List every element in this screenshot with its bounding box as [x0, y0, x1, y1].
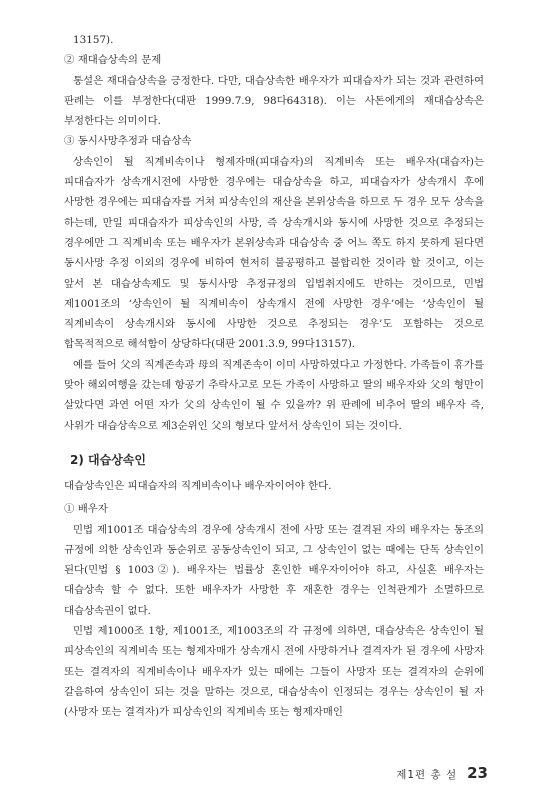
spouse-paragraph-2: 민법 제1000조 1항, 제1001조, 제1003조의 각 규정에 의하면, 대습상속은 상속인이 될 피상속인의 직계비속 또는 형제자매가 상속개시 전에 사망하거나 결격자가 된 경우에 사망자 또는 결격자의 직계비속이나 배우자가 있는 때에는 그들이 사망자 또는 결격자의 순위에 갈음하여 상속인이 되는 것을 말하는 것으로, 대습상속이 인정되는 경우는 상속인이 될 자(사망자 또는 결격자)가 피상속인의 직계비속 또는 형제자매인: [64, 625, 484, 719]
subsection-heading-3: ③ 동시사망추정과 대습상속: [64, 135, 192, 148]
page-footer: [396, 764, 488, 782]
subsection-3-paragraph-2: 예를 들어 父의 직계존속과 母의 직계존속이 이미 사망하였다고 가정한다. 가족들이 휴가를 맞아 해외여행을 갔는데 항공기 추락사고로 모든 가족이 사망하고 딸의 배우자와 父의 형만이 살았다면 과연 어떤 자가 父의 상속인이 될 수 있을까? 위 판례에 비추어 딸의 배우자 즉, 사위가 대습상속으로 제3순위인 父의 형보다 앞서서 상속인이 되는 것이다.: [64, 358, 484, 432]
subsection-text-2: 통설은 재대습상속을 긍정한다. 다만, 대습상속한 배우자가 피대습자가 되는 것과 관련하여 판례는 이를 부정한다(대판 1999.7.9, 98다64318). 이는 사돈에게의 재대습상속은 부정한다는 의미이다.: [64, 74, 484, 128]
page-number: 23: [467, 764, 488, 782]
continuation-text: 13157).: [73, 34, 114, 46]
subsection-heading-2: ② 재대습상속의 문제: [64, 54, 162, 67]
footer-label: 제1편 총 설: [396, 769, 458, 781]
section-heading: 2) 대습상속인: [70, 452, 146, 467]
spouse-paragraph-1: 민법 제1001조 대습상속의 경우에 상속개시 전에 사망 또는 결격된 자의 배우자는 동조의 규정에 의한 상속인과 동순위로 공동상속인이 되고, 그 상속인이 없는 때에는 단독 상속인이 된다(민법 § 1003②). 배우자는 법률상 혼인한 배우자이어야 하고, 사실혼 배우자는 대습상속 할 수 없다. 또한 배우자가 사망한 후 재혼한 경우는 인척관계가 소멸하므로 대습상속권이 없다.: [64, 523, 484, 617]
spouse-heading: ① 배우자: [64, 503, 108, 516]
subsection-3-paragraph-1: 상속인이 될 직계비속이나 형제자매(피대습자)의 직계비속 또는 배우자(대습자)는 피대습자가 상속개시전에 사망한 경우에는 대습상속을 하고, 피대습자가 상속개시 후에 사망한 경우에는 피대습자를 거쳐 피상속인의 재산을 본위상속을 하므로 두 경우 모두 상속을 하는데, 만일 피대습자가 피상속인의 사망, 즉 상속개시와 동시에 사망한 것으로 추정되는 경우에만 그 직계비속 또는 배우자가 본위상속과 대습상속 중 어느 쪽도 하지 못하게 된다면 동시사망 추정 이외의 경우에 비하여 현저히 불공평하고 불합리한 것이라 할 것이고, 이는 앞서 본 대습상속제도 및 동시사망 추정규정의 입법취지에도 반하는 것이므로, 민법 제1001조의 ‘상속인이 될 직계비속이 상속개시 전에 사망한 경우’에는 ‘상속인이 될 직계비속이 상속개시와 동시에 사망한 것으로 추정되는 경우’도 포함하는 것으로 합목적적으로 해석함이 상당하다(대판 2001.3.9, 99다13157).: [64, 155, 484, 351]
page-body: [64, 30, 484, 723]
section-intro: 대습상속인은 피대습자의 직계비속이나 배우자이어야 한다.: [64, 479, 332, 492]
